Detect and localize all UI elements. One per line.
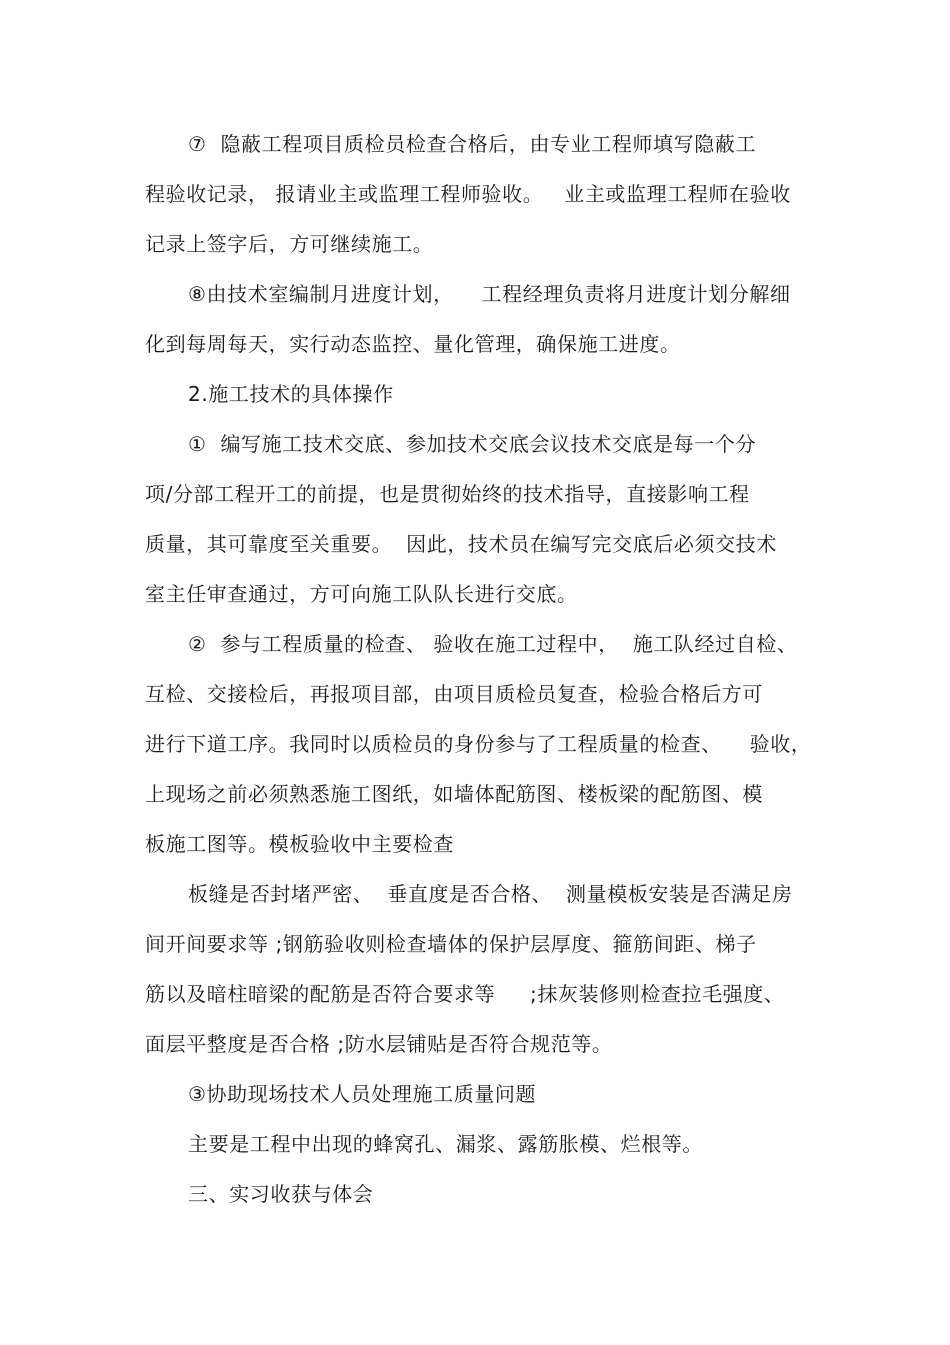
- item-3-body: 主要是工程中出现的蜂窝孔、漏浆、露筋胀模、烂根等。: [188, 1132, 703, 1156]
- item-2-line-4: 上现场之前必须熟悉施工图纸，如墙体配筋图、楼板梁的配筋图、模: [145, 782, 763, 806]
- inspection-paragraph-line-4: 面层平整度是否合格 ;防水层铺贴是否符合规范等。: [145, 1032, 613, 1056]
- item-2-line-3: 进行下道工序。我同时以质检员的身份参与了工程质量的检查、 验收，: [145, 732, 812, 756]
- paragraph-7-line-3: 记录上签字后，方可继续施工。: [145, 232, 434, 256]
- item-1-line-2: 项/分部工程开工的前提，也是贯彻始终的技术指导，直接影响工程: [145, 482, 750, 506]
- inspection-paragraph-line-1: 板缝是否封堵严密、 垂直度是否合格、 测量模板安装是否满足房: [188, 882, 793, 906]
- section-heading-3: 三、实习收获与体会: [188, 1182, 374, 1206]
- item-3-heading: ③协助现场技术人员处理施工质量问题: [188, 1082, 537, 1106]
- item-1-line-3: 质量，其可靠度至关重要。 因此，技术员在编写完交底后必须交技术: [145, 532, 777, 556]
- item-2-line-1: ② 参与工程质量的检查、 验收在施工过程中， 施工队经过自检、: [188, 632, 798, 656]
- inspection-paragraph-line-3: 筋以及暗柱暗梁的配筋是否符合要求等 ;抹灰装修则检查拉毛强度、: [145, 982, 785, 1006]
- paragraph-8-line-1: ⑧由技术室编制月进度计划， 工程经理负责将月进度计划分解细: [188, 282, 791, 306]
- item-1-line-4: 室主任审查通过，方可向施工队队长进行交底。: [145, 582, 578, 606]
- section-heading-2: 2.施工技术的具体操作: [188, 382, 394, 406]
- item-1-line-1: ① 编写施工技术交底、参加技术交底会议技术交底是每一个分: [188, 432, 757, 456]
- paragraph-7-line-2: 程验收记录， 报请业主或监理工程师验收。 业主或监理工程师在验收: [145, 182, 791, 206]
- item-2-line-2: 互检、交接检后，再报项目部，由项目质检员复查，检验合格后方可: [145, 682, 763, 706]
- inspection-paragraph-line-2: 间开间要求等 ;钢筋验收则检查墙体的保护层厚度、箍筋间距、梯子: [145, 932, 757, 956]
- paragraph-8-line-2: 化到每周每天，实行动态监控、量化管理，确保施工进度。: [145, 332, 681, 356]
- paragraph-7-line-1: ⑦ 隐蔽工程项目质检员检查合格后，由专业工程师填写隐蔽工: [188, 132, 757, 156]
- item-2-line-5: 板施工图等。模板验收中主要检查: [145, 832, 454, 856]
